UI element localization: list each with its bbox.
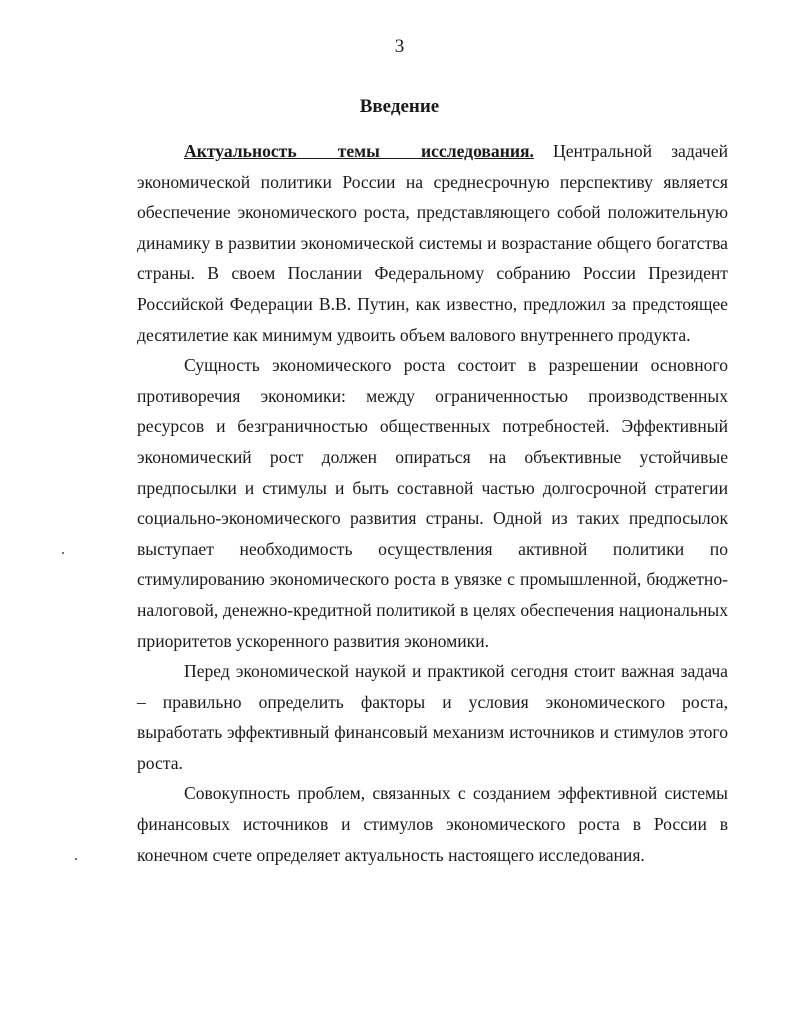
- paragraph-lead: Актуальность темы исследования.: [184, 141, 534, 161]
- page-number: 3: [394, 36, 405, 57]
- paragraph-conclusion: Совокупность проблем, связанных с созданием эффективной системы финансовых источников и стимулов экономического роста в России в конечном счете определяет актуальность настоящего исследования.: [137, 783, 728, 865]
- paragraph-essence: Сущность экономического роста состоит в разрешении основного противоречия экономики: между ограниченностью производственных ресурсов и безграничностью общественных потребностей. Эффективный экономический рост должен опираться на объективные устойчивые предпосылки и стимулы и быть составной частью долгосрочной стратегии социально-экономического развития страны. Одной из таких предпосылок выступает необходимость осуществления активной политики по стимулированию экономического роста в увязке с промышленной, бюджетно-налоговой, денежно-кредитной политикой в целях обеспечения национальных приоритетов ускоренного развития экономики.: [137, 355, 728, 651]
- section-heading: Введение: [359, 96, 440, 117]
- scan-speck: [62, 552, 64, 554]
- scan-speck: [75, 858, 77, 860]
- paragraph-relevance: [137, 136, 728, 350]
- paragraph-text: Центральной задачей экономической политики России на среднесрочную перспективу является обеспечение экономического роста, представляющего собой положительную динамику в развитии экономической системы и возрастание общего богатства страны. В своем Послании Федеральному собранию России Президент Российской Федерации В.В. Путин, как известно, предложил за предстоящее десятилетие как минимум удвоить объем валового внутреннего продукта.: [137, 141, 728, 345]
- paragraph-task: Перед экономической наукой и практикой сегодня стоит важная задача – правильно определить факторы и условия экономического роста, выработать эффективный финансовый механизм источников и стимулов этого роста.: [137, 661, 728, 773]
- body-text: [137, 136, 728, 870]
